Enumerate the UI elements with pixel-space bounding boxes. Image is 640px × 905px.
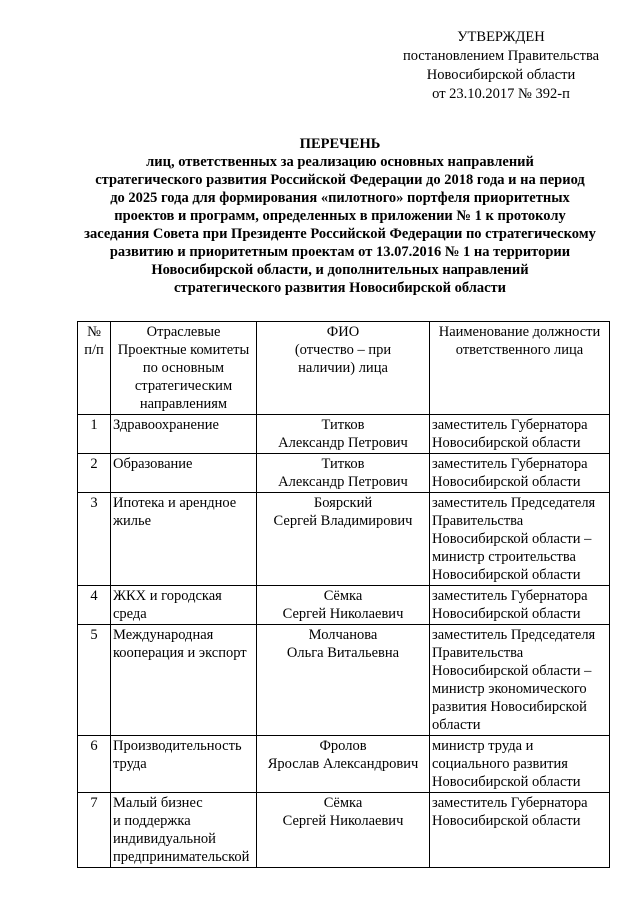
row-name-line: Ольга Витальевна <box>286 645 400 661</box>
table-row <box>78 493 610 586</box>
header-line: стратегическим <box>134 378 233 394</box>
row-position-line: развития Новосибирской <box>432 699 587 715</box>
row-direction <box>111 586 257 625</box>
row-name-line: Молчанова <box>308 627 378 643</box>
row-direction-line: Малый бизнес <box>113 795 203 811</box>
row-position-line: Новосибирской области <box>432 774 581 790</box>
row-position-line: заместитель Председателя <box>432 495 596 511</box>
row-direction <box>111 793 257 868</box>
header-line: Отраслевые <box>146 324 221 340</box>
row-name-line: Боярский <box>313 495 373 511</box>
row-position-line: социального развития <box>432 756 568 772</box>
header-number <box>78 322 111 415</box>
header-position <box>430 322 610 415</box>
row-number: 2 <box>78 454 111 493</box>
row-position-line: Новосибирской области <box>432 567 581 583</box>
row-position-line: Новосибирской области – <box>432 663 592 679</box>
header-direction <box>111 322 257 415</box>
row-direction-line: Образование <box>113 456 193 472</box>
row-direction <box>111 454 257 493</box>
row-name-line: Александр Петрович <box>278 435 408 451</box>
row-name-line: Сёмка <box>323 795 363 811</box>
row-direction-line: жилье <box>113 513 152 529</box>
header-line: (отчество – при <box>294 342 392 358</box>
row-direction-line: кооперация и экспорт <box>113 645 247 661</box>
row-direction-line: Ипотека и арендное <box>113 495 237 511</box>
approval-line: Новосибирской области <box>426 67 576 83</box>
row-position <box>430 736 610 793</box>
row-number: 7 <box>78 793 111 868</box>
table-row <box>78 586 610 625</box>
table-row <box>78 793 610 868</box>
row-number: 5 <box>78 625 111 736</box>
row-name-line: Титков <box>321 456 365 472</box>
row-direction-line: ЖКХ и городская <box>113 588 222 604</box>
row-position <box>430 625 610 736</box>
header-line: п/п <box>84 342 104 358</box>
title-line: стратегического развития Новосибирской области <box>173 280 507 296</box>
header-line: Проектные комитеты <box>117 342 250 358</box>
row-position-line: области <box>432 717 481 733</box>
row-position-line: Новосибирской области <box>432 606 581 622</box>
row-direction <box>111 625 257 736</box>
approval-line: УТВЕРЖДЕН <box>457 29 545 45</box>
row-name <box>257 586 430 625</box>
row-position <box>430 415 610 454</box>
row-number: 3 <box>78 493 111 586</box>
approval-line: от 23.10.2017 № 392-п <box>432 86 570 102</box>
row-name <box>257 736 430 793</box>
document-title <box>60 135 620 297</box>
row-number: 4 <box>78 586 111 625</box>
row-position-line: Новосибирской области <box>432 435 581 451</box>
header-line: ФИО <box>326 324 360 340</box>
row-direction-line: индивидуальной <box>113 831 216 847</box>
title-line: Новосибирской области, и дополнительных направлений <box>151 262 529 278</box>
title-line: проектов и программ, определенных в приложении № 1 к протоколу <box>114 208 566 224</box>
header-line: ответственного лица <box>455 342 584 358</box>
row-direction <box>111 736 257 793</box>
row-position-line: заместитель Губернатора <box>432 795 588 811</box>
row-name-line: Фролов <box>319 738 367 754</box>
row-number: 1 <box>78 415 111 454</box>
title-line: ПЕРЕЧЕНЬ <box>299 136 381 152</box>
row-direction-line: Международная <box>113 627 214 643</box>
table-body <box>78 415 610 868</box>
row-name <box>257 415 430 454</box>
header-line: направлениям <box>139 396 228 412</box>
header-line: по основным <box>142 360 225 376</box>
row-name <box>257 454 430 493</box>
table-header-row <box>78 322 610 415</box>
row-position <box>430 793 610 868</box>
approval-stamp <box>372 28 630 104</box>
row-position-line: министр труда и <box>432 738 534 754</box>
row-position-line: заместитель Председателя <box>432 627 596 643</box>
row-direction-line: предпринимательской <box>113 849 250 865</box>
row-position <box>430 493 610 586</box>
responsible-persons-table <box>77 321 610 868</box>
row-name-line: Сергей Николаевич <box>282 606 404 622</box>
row-number: 6 <box>78 736 111 793</box>
row-position-line: Новосибирской области – <box>432 531 592 547</box>
title-line: стратегического развития Российской Федерации до 2018 года и на период <box>95 172 585 188</box>
title-line: до 2025 года для формирования «пилотного» портфеля приоритетных <box>110 190 570 206</box>
row-position-line: министр экономического <box>432 681 587 697</box>
row-position-line: Правительства <box>432 513 524 529</box>
table-row <box>78 736 610 793</box>
row-direction-line: труда <box>113 756 147 772</box>
table-row <box>78 415 610 454</box>
row-name <box>257 793 430 868</box>
row-direction <box>111 493 257 586</box>
row-name <box>257 493 430 586</box>
row-position-line: заместитель Губернатора <box>432 456 588 472</box>
row-direction-line: среда <box>113 606 147 622</box>
row-direction-line: и поддержка <box>113 813 191 829</box>
row-direction <box>111 415 257 454</box>
row-position-line: министр строительства <box>432 549 576 565</box>
row-position-line: заместитель Губернатора <box>432 588 588 604</box>
header-name <box>257 322 430 415</box>
row-direction-line: Производительность <box>113 738 242 754</box>
row-name-line: Титков <box>321 417 365 433</box>
row-direction-line: Здравоохранение <box>113 417 219 433</box>
row-name-line: Ярослав Александрович <box>267 756 419 772</box>
row-position <box>430 454 610 493</box>
header-line: наличии) лица <box>298 360 388 376</box>
row-position-line: заместитель Губернатора <box>432 417 588 433</box>
table-row <box>78 625 610 736</box>
table-row <box>78 454 610 493</box>
header-line: № <box>87 324 101 340</box>
row-name-line: Сёмка <box>323 588 363 604</box>
row-position-line: Правительства <box>432 645 524 661</box>
row-name-line: Сергей Владимирович <box>273 513 413 529</box>
title-line: развитию и приоритетным проектам от 13.07.2016 № 1 на территории <box>109 244 571 260</box>
row-position-line: Новосибирской области <box>432 474 581 490</box>
header-line: Наименование должности <box>438 324 601 340</box>
row-position-line: Новосибирской области <box>432 813 581 829</box>
row-name-line: Александр Петрович <box>278 474 408 490</box>
title-line: лиц, ответственных за реализацию основных направлений <box>146 154 534 170</box>
row-name <box>257 625 430 736</box>
row-name-line: Сергей Николаевич <box>282 813 404 829</box>
title-line: заседания Совета при Президенте Российской Федерации по стратегическому <box>84 226 596 242</box>
approval-line: постановлением Правительства <box>402 48 600 64</box>
row-position <box>430 586 610 625</box>
